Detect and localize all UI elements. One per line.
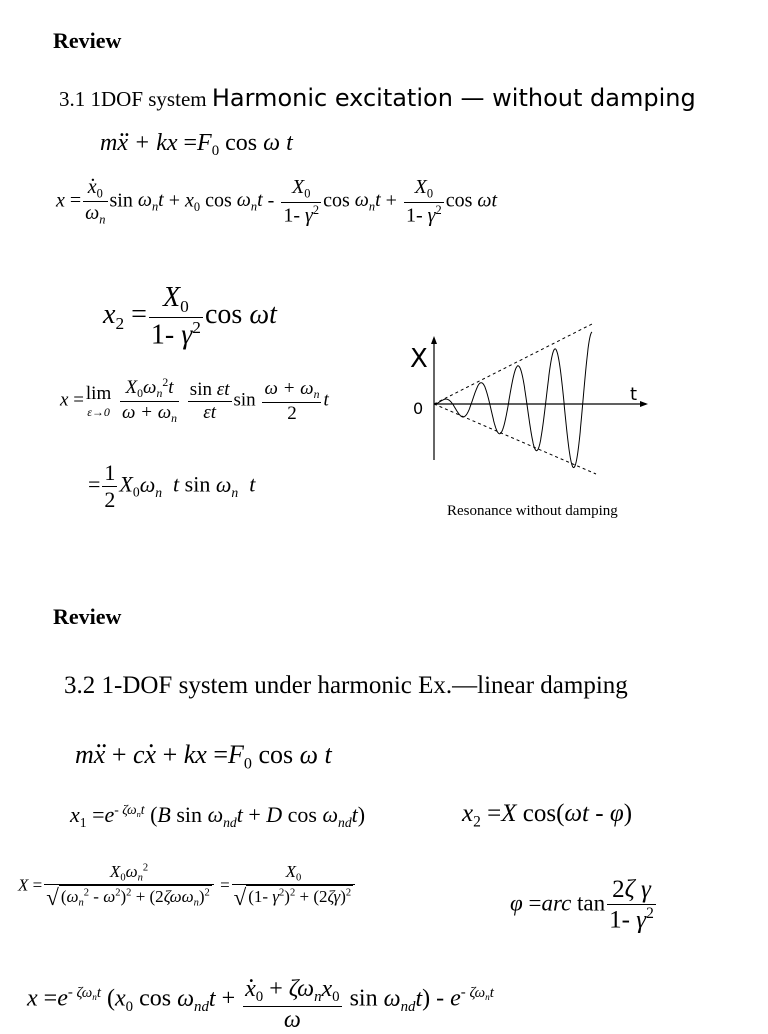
equation-x1: $x_1 =e^{- \zeta\omega_nt}$ (B $\sin \omega_{nd}t + D$ $\cos \omega_{nd}t$) (70, 802, 366, 830)
t-axis-label: t (630, 384, 638, 405)
origin-label: 0 (413, 399, 424, 418)
x-axis-arrow (431, 336, 437, 344)
section2-heading: Review (53, 604, 122, 629)
section2-title: 3.2 1-DOF system under harmonic Ex.—linear damping (64, 672, 628, 699)
equation-phase: φ =arc tan $\frac{\text{2ζ γ}}{1- \gamma^2}$ (510, 876, 654, 934)
section1-title (59, 84, 699, 116)
section1-heading: Review (53, 28, 122, 53)
section1-title-b: Harmonic excitation — without damping (211, 84, 696, 112)
upper-envelope (434, 324, 592, 404)
equation-x2: $x_2 =X$ cos(ωt - φ) (462, 800, 633, 831)
equation-damped-motion: m.. x + c. x + kx $=F_0$ cos ω t (75, 740, 332, 774)
figure-caption: Resonance without damping (447, 503, 618, 519)
section1-title-a: 3.1 1DOF system (59, 87, 212, 111)
equation-undamped-motion: m.. x + kx $=F_0$ cos ω t (100, 130, 293, 160)
equation-amplitude: X = $\frac{X_0\omega_n^2}{√ (\omega_n^2 - \omega^2)^2 + (2\zeta\omega\omega_n)^2}$ = $\frac{X_0}{√ (1- \gamma^2)^2 + (2\zeta\gamma)^2}$ (18, 862, 357, 911)
t-axis-arrow (640, 401, 648, 407)
equation-general-solution: x = . $\frac{x_0}{\omega_n}$ $\sin \omega_nt + x_0$ $\cos \omega_nt$ - $\frac{X_0}{1- \gamma^2}$ $\cos \omega_nt$ + $\frac{X_0}{1- \gamma^2}$ cos ωt (56, 176, 497, 228)
x-axis-label: X (410, 344, 428, 374)
equation-damped-solution: $x =e^{- \zeta\omega_nt}$ ($x_0$ $\cos \omega_{nd}t$ + . $\frac{x_0 + \zeta\omega_nx_0}{\omega}$ $\sin \omega_{nd}t) - e^{- \zeta\omega_nt}$ (27, 976, 494, 1034)
equation-limit: x = lim ε→0 $\frac{X_0\omega_n^2t}{\omega + \omega_n}$ $\frac{\text{sin εt}}{\varepsilon t}$ sin $\frac{\omega + \omega_n}{2}$ t (60, 376, 329, 426)
equation-particular-solution: $x_2$ = $\frac{X_0}{1- \gamma^2}$ cos ωt (103, 282, 277, 351)
resonance-figure (400, 320, 670, 480)
equation-resonance-result: = $\frac{1}{2}$ $X_0\omega_n$ t $\sin \omega_n$ t (88, 460, 256, 512)
oscillation-curve (434, 332, 592, 468)
